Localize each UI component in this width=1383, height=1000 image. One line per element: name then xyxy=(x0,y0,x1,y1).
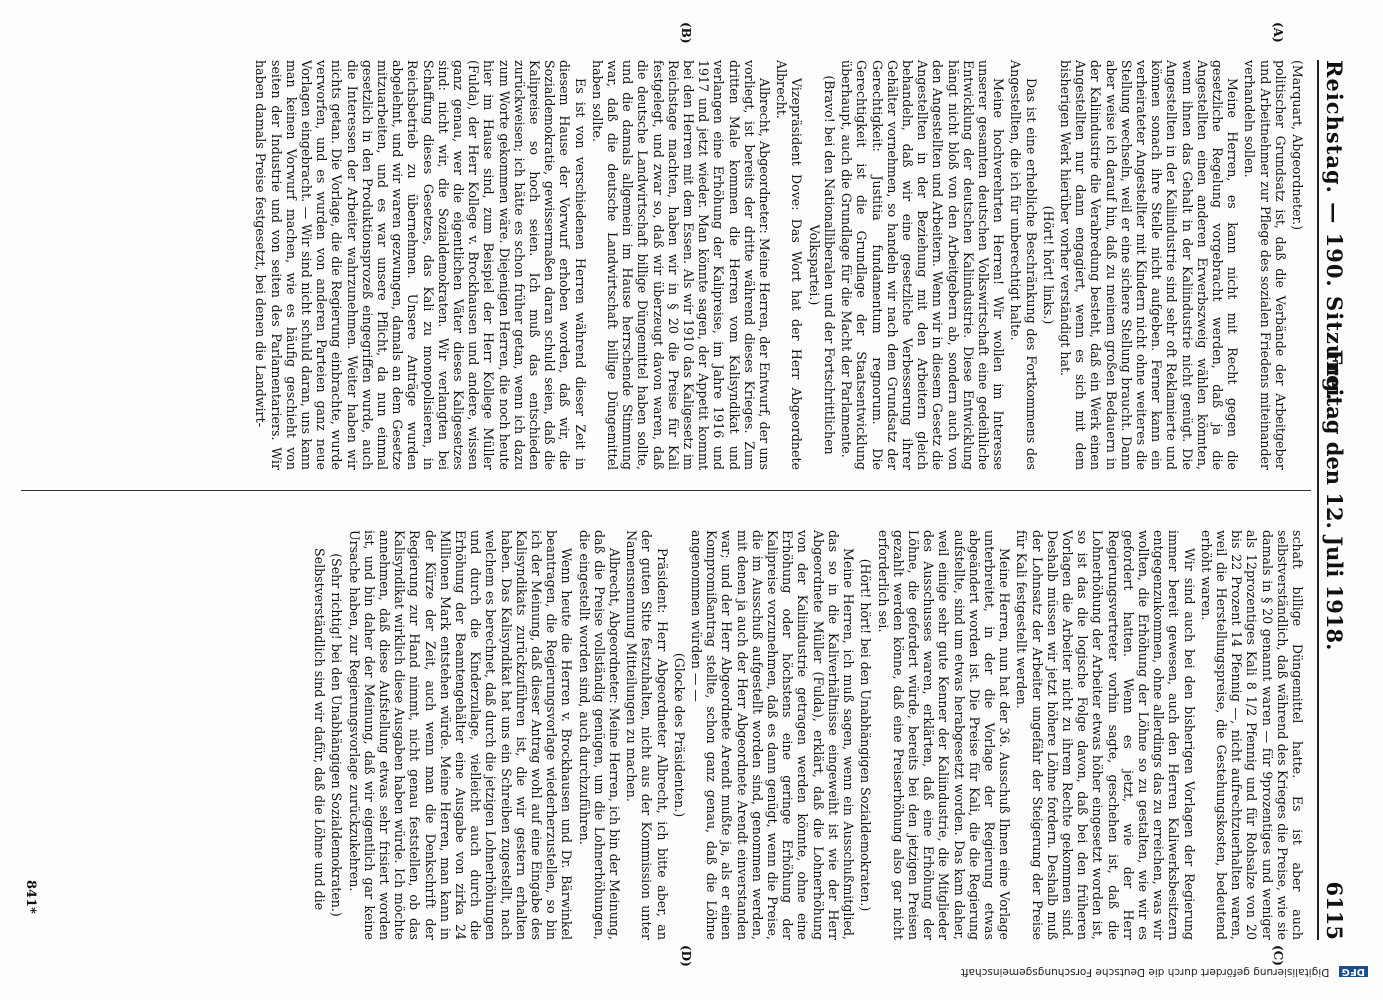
interjection: (Sehr richtig! bei den Unabhängigen Sozialdemokraten.) xyxy=(329,553,345,917)
paragraph: Wir sind auch bei den bisherigen Vorlagen der Regierung immer bereit gewesen, auch den Herren Kaliwerksbesitzern entgegenzukommen, ohne allerdings das zu erreichen, was wir wollten, die Erhöhung der Löhne so zu gestalten, wie wir es gefordert hatten. Wenn es jetzt, wie der Herr Regierungsvertreter vorhin sagte, geschehen ist, daß die Lohnerhöhung der Arbeiter etwas höher eingesetzt worden ist, so ist das die logische Folge davon, daß bei den früheren Vorlagen die Arbeiter nicht zu ihrem Rechte gekommen sind. Deshalb müssen wir jetzt höhere Löhne fordern. Deshalb muß der Lohnsatz der Arbeiter ungefähr der Steigerung der Preise für Kali festgestellt werden. xyxy=(1014,530,1197,940)
dfg-logo: DFG xyxy=(1339,966,1368,977)
paragraph: Meine Herren, es kann nicht mit Recht gegen die gesetzliche Regelung vorgebracht werden, daß ja die Angestellten einen anderen Erwerbszweig wählen könnten, wenn ihnen das Gehalt in der Kaliindustrie nicht genügt. Die Angestellten in der Kaliindustrie sind sehr oft Reklamierte und können sonach ihre Stelle nicht aufgeben. Ferner kann ein verheirateter Angestellter mit Kindern nicht ohne weiteres die Stellung wechseln, weil er eine sichere Stellung braucht. Dann aber weise ich darauf hin, daß zu meinem großen Bedauern in der Kaliindustrie die Verabredung besteht, daß ein Werk einen Angestellten nur dann engagiert, wenn es sich mit dem bisherigen Werk hierüber vorher verständigt hat. xyxy=(1057,60,1241,470)
digitization-note xyxy=(8,960,1368,978)
paragraph: Es ist von verschiedenen Herren während dieser Zeit in diesem Hause der Vorwurf erhoben worden, daß wir, die Sozialdemokratie, gewissermaßen daran schuld seien, daß die Kalipreise so hoch seien. Ich muß das entschieden zurückweisen; ich hätte es schon früher getan, wenn ich dazu zum Worte gekommen wäre. Diejenigen Herren, die noch heute hier im Hause sind, zum Beispiel der Herr Kollege Müller (Fulda), der Herr Kollege v. Brockhausen und andere, wissen ganz genau, wer die eigentlichen Väter dieses Kaligesetzes sind: nicht wir, die Sozialdemokraten. Wir verlangten bei Schaffung dieses Gesetzes, das Kali zu monopolisieren, in Reichsbetrieb zu übernehmen. Unsere Anträge wurden abgelehnt, und wir waren gezwungen, damals an dem Gesetze mitzuarbeiten, und es war unsere Pflicht, da nun einmal gesetzlich in den Produktionsprozeß eingegriffen wurde, auch die Interessen der Arbeiter wahrzunehmen. Weiter haben wir nichts getan. Die Vorlage, die die Regierung einbrachte, wurde verworfen, und es wurden von anderen Parteien ganz neue Vorlagen eingebracht. — Wir sind nicht schuld daran, uns kann man keinen Vorwurf machen, wie es häufig geschieht von seiten der Industrie und von seiten des Parlamentariers. Wir haben damals Preise festgesetzt, bei denen die Landwirt- xyxy=(253,60,588,470)
digitization-text: Digitalisierung gefördert durch die Deutsche Forschungsgemeinschaft xyxy=(960,966,1330,978)
paragraph: Wenn heute die Herren v. Brockhausen und Dr. Bärwinkel beantragen, die Regierungsvorlage wiederherzustellen, so bin ich der Meinung, daß dieser Antrag wohl auf eine Eingabe des Kalisyndikats zurückzuführen ist, die wir gestern erhalten haben. Das Kalisyndikat hat uns ein Schreiben zugestellt, nach welchem es berechnet, daß durch die jetzigen Lohnerhöhungen und durch die Kinderzulage, vielleicht auch durch die Erhöhung der Beamtengehälter eine Ausgabe von zirka 24 Millionen Mark entstehen würde. Meine Herren, man kann in der Kürze der Zeit, auch wenn man die Denkschrift der Regierung zur Hand nimmt, nicht genau feststellen, ob das Kalisyndikat wirklich diese Ausgaben haben würde. Ich möchte annehmen, daß diese Aufstellung etwas sehr frisiert worden ist, und bin daher der Meinung, daß wir eigentlich gar keine Ursache haben, zur Regierungsvorlage zurückzukehren. xyxy=(346,530,575,940)
column-divider xyxy=(21,490,1311,491)
interjection: (Hört! hört! bei den Unabhängigen Sozialdemokraten.) xyxy=(858,558,874,912)
right-column xyxy=(30,530,1305,940)
margin-mark-d: (D) xyxy=(679,945,693,967)
margin-mark-c: (C) xyxy=(1271,945,1285,966)
paragraph: schaft billige Düngemittel hatte. Es ist aber auch selbstverständlich, daß während des Krieges die Preise, wie sie damals in § 20 genannt waren — für 9prozentiges und weniger als 12prozentiges Kali 8 1/2 Pfennig und für Rohsalze von 20 bis 22 Prozent 14 Pfennig —, nicht aufrechtzuerhalten waren, weil die Herstellungspreise, die Gestehungskosten, bedeutend erhöht waren. xyxy=(1198,530,1305,940)
paragraph: Selbstverständlich sind wir dafür, daß die Löhne und die xyxy=(312,548,328,911)
speaker-tag: (Marquart, Abgeordneter.) xyxy=(1290,60,1305,231)
page-header xyxy=(1313,60,1361,940)
page-number: 6115 xyxy=(1322,881,1347,940)
interjection: (Hört! hört! links.) xyxy=(1040,205,1056,325)
margin-mark-b: (B) xyxy=(679,22,693,44)
running-title: Reichstag. — 190. Sitzung. xyxy=(1322,60,1347,402)
paragraph: Albrecht, Abgeordneter: Meine Herren, ich bin der Meinung, daß die Preise vollständig genügen, um die Lohnerhöhungen, die eingestellt worden sind, auch durchzuführen. xyxy=(576,530,623,940)
paragraph: Das ist eine erhebliche Beschränkung des Fortkommens des Angestellten, die ich für unberechtigt halte. xyxy=(1008,60,1039,470)
paragraph: Vizepräsident Dove: Das Wort hat der Herr Abgeordnete Albrecht. xyxy=(774,60,805,470)
paragraph: politischer Grundsatz ist, daß die Verbände der Arbeitgeber und Arbeitnehmer zur Pflege des sozialen Friedens miteinander verhandeln sollen. xyxy=(1242,60,1288,470)
page-date: Freitag den 12. Juli 1918. xyxy=(1322,349,1347,651)
footer-mark: 841* xyxy=(23,880,38,914)
paragraph: Meine Herren, ich muß sagen, wenn ein Ausschußmitglied, das so in die Kaliverhältnisse eingeweiht ist wie der Herr Abgeordnete Müller (Fulda), erklärt, daß die Lohnerhöhung von der Kaliindustrie getragen werden könnte, ohne eine Erhöhung oder höchstens eine geringe Erhöhung der Kalipreise vorzunehmen, daß es dann genügt, wenn die Preise, die im Ausschuß aufgestellt worden sind, genommen werden, mit denen ja auch der Herr Abgeordnete Arendt einverstanden war; und der Herr Abgeordnete Arendt mußte ja, als er einen Kompromißantrag stellte, schon ganz genau, daß die Löhne angenommen würden — — xyxy=(689,530,857,940)
header-rule xyxy=(1317,60,1319,940)
paragraph: Albrecht, Abgeordneter: Meine Herren, der Entwurf, der uns vorliegt, ist bereits der dritte während dieses Krieges. Zum dritten Male kommen die Herren vom Kalisyndikat und verlangen eine Erhöhung der Kalipreise, im Jahre 1916 und 1917 und jetzt wieder. Man könnte sagen, der Appetit kommt bei den Herren mit dem Essen. Als wir 1910 das Kaligesetz im Reichstage machten, haben wir in § 20 die Preise für Kali festgelegt, und zwar so, daß wir überzeugt davon waren, daß die deutsche Landwirtschaft billige Düngemittel haben sollte, und die damals allgemein im Hause herrschende Stimmung war, daß die deutsche Landwirtschaft billige Düngemittel haben sollte. xyxy=(589,60,773,470)
interjection: (Glocke des Präsidenten.) xyxy=(671,652,687,818)
left-column xyxy=(30,60,1305,470)
interjection: (Bravo! bei den Nationalliberalen und der Fortschrittlichen Volkspartei.) xyxy=(806,75,837,455)
paragraph: Meine Herren, nun hat der 36. Ausschuß Ihnen eine Vorlage unterbreitet, in der die Vorlage der Regierung etwas abgeändert worden ist. Die Preise für Kali, die die Regierung aufstellte, sind um etwas herabgesetzt worden. Das kam daher, weil einige sehr gute Kenner der Kaliindustrie, die Mitglieder des Ausschusses waren, erklärten, daß eine Erhöhung der Löhne, die gefordert würde, bereits bei den jetzigen Preisen gezahlt werden könne, daß eine Preiserhöhung also gar nicht erforderlich sei. xyxy=(875,530,1013,940)
margin-mark-a: (A) xyxy=(1271,22,1285,43)
paragraph: Präsident: Herr Abgeordneter Albrecht, ich bitte aber, an der guten Sitte festzuhalten, nicht aus der Kommission unter Namensnennung Mitteilungen zu machen. xyxy=(624,530,670,940)
paragraph: Meine hochverehrten Herren! Wir wollen im Interesse unserer gesamten deutschen Volkswirtschaft eine gedeihliche Entwicklung der deutschen Kaliindustrie. Diese Entwicklung hängt nicht bloß von den Arbeitgebern ab, sondern auch von den Angestellten und Arbeitern. Wenn wir in diesem Gesetz die Angestellten in der Beziehung mit den Arbeitern gleich behandeln, daß wir eine gesetzliche Verbesserung ihrer Gehälter vornehmen, so handeln wir nach dem Grundsatz der Gerechtigkeit: Justitia fundamentum regnorum. Die Gerechtigkeit ist die Grundlage der Staatsentwicklung überhaupt, auch die Grundlage für die Macht der Parlamente. xyxy=(839,60,1007,470)
